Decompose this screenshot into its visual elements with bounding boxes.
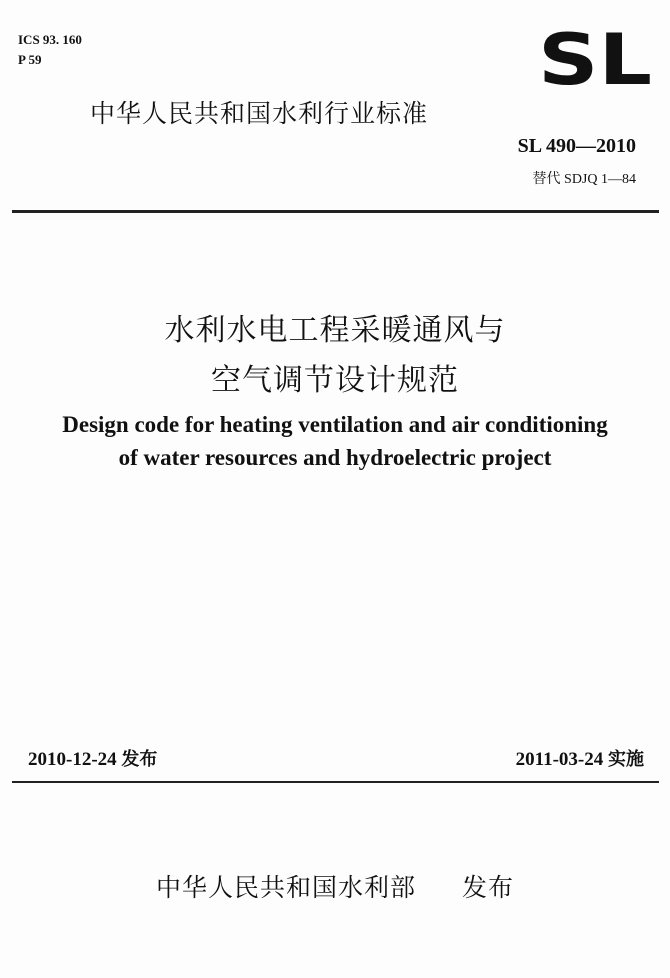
classification-codes: [18, 30, 82, 70]
footer-divider: [12, 781, 659, 783]
english-title: [0, 408, 670, 474]
header-divider: [12, 210, 659, 213]
standard-number: SL 490—2010: [517, 135, 636, 157]
english-title-line1: Design code for heating ventilation and air conditioning: [62, 412, 608, 437]
chinese-title-line1: 水利水电工程采暖通风与: [164, 313, 506, 348]
sl-logo: [536, 28, 654, 90]
publisher-line: [0, 868, 670, 904]
sl-logo-graphic: [536, 28, 654, 90]
english-title-line2: of water resources and hydroelectric project: [118, 445, 552, 470]
replaces-note: 替代 SDJQ 1—84: [532, 172, 636, 187]
effective-date: 2011-03-24: [515, 749, 604, 770]
chinese-title: [0, 306, 670, 406]
effective-date-block: [516, 745, 644, 771]
effective-label: 实施: [608, 749, 644, 770]
industry-standard-title: 中华人民共和国水利行业标准: [90, 99, 429, 128]
publish-label: 发布: [461, 873, 514, 902]
class-code: P 59: [18, 52, 42, 67]
issue-label: 发布: [121, 749, 158, 770]
publisher-name: 中华人民共和国水利部: [156, 873, 417, 902]
chinese-title-line2: 空气调节设计规范: [211, 363, 459, 398]
ics-code: ICS 93. 160: [18, 32, 82, 47]
sl-logo-letters: SL: [538, 28, 652, 90]
issue-date-block: [28, 745, 157, 771]
issue-date: 2010-12-24: [28, 749, 117, 770]
